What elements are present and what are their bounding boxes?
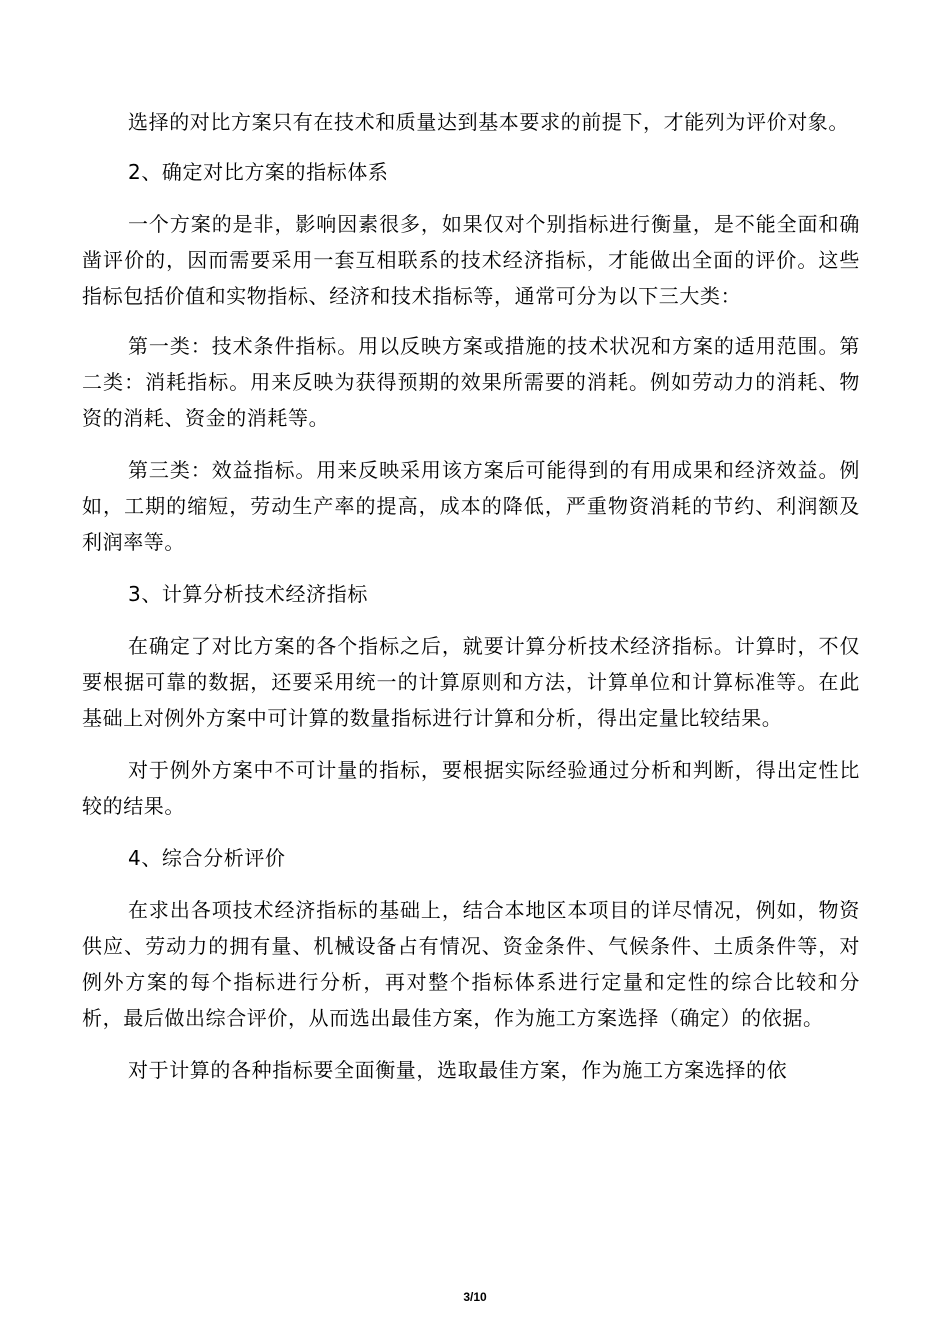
document-body [82, 104, 860, 1088]
paragraph: 在求出各项技术经济指标的基础上，结合本地区本项目的详尽情况，例如，物资供应、劳动力的拥有量、机械设备占有情况、资金条件、气候条件、土质条件等，对例外方案的每个指标进行分析，再对整个指标体系进行定量和定性的综合比较和分析，最后做出综合评价，从而选出最佳方案，作为施工方案选择（确定）的依据。 [82, 898, 860, 1030]
section-heading: 4、综合分析评价 [128, 846, 286, 870]
paragraph: 对于例外方案中不可计量的指标，要根据实际经验通过分析和判断，得出定性比较的结果。 [82, 758, 860, 818]
page-number: 3/10 [463, 1290, 487, 1304]
paragraph: 对于计算的各种指标要全面衡量，选取最佳方案，作为施工方案选择的依 [128, 1058, 788, 1082]
section-heading: 2、确定对比方案的指标体系 [128, 160, 389, 184]
paragraph: 在确定了对比方案的各个指标之后，就要计算分析技术经济指标。计算时，不仅要根据可靠的数据，还要采用统一的计算原则和方法，计算单位和计算标准等。在此基础上对例外方案中可计算的数量指标进行计算和分析，得出定量比较结果。 [82, 634, 860, 730]
paragraph: 第一类：技术条件指标。用以反映方案或措施的技术状况和方案的适用范围。第二类：消耗指标。用来反映为获得预期的效果所需要的消耗。例如劳动力的消耗、物资的消耗、资金的消耗等。 [82, 334, 860, 430]
paragraph: 一个方案的是非，影响因素很多，如果仅对个别指标进行衡量，是不能全面和确凿评价的，因而需要采用一套互相联系的技术经济指标，才能做出全面的评价。这些指标包括价值和实物指标、经济和技术指标等，通常可分为以下三大类： [82, 212, 860, 308]
paragraph: 选择的对比方案只有在技术和质量达到基本要求的前提下，才能列为评价对象。 [128, 110, 849, 134]
paragraph: 第三类：效益指标。用来反映采用该方案后可能得到的有用成果和经济效益。例如，工期的缩短，劳动生产率的提高，成本的降低，严重物资消耗的节约、利润额及利润率等。 [82, 458, 860, 554]
section-heading: 3、计算分析技术经济指标 [128, 582, 368, 606]
